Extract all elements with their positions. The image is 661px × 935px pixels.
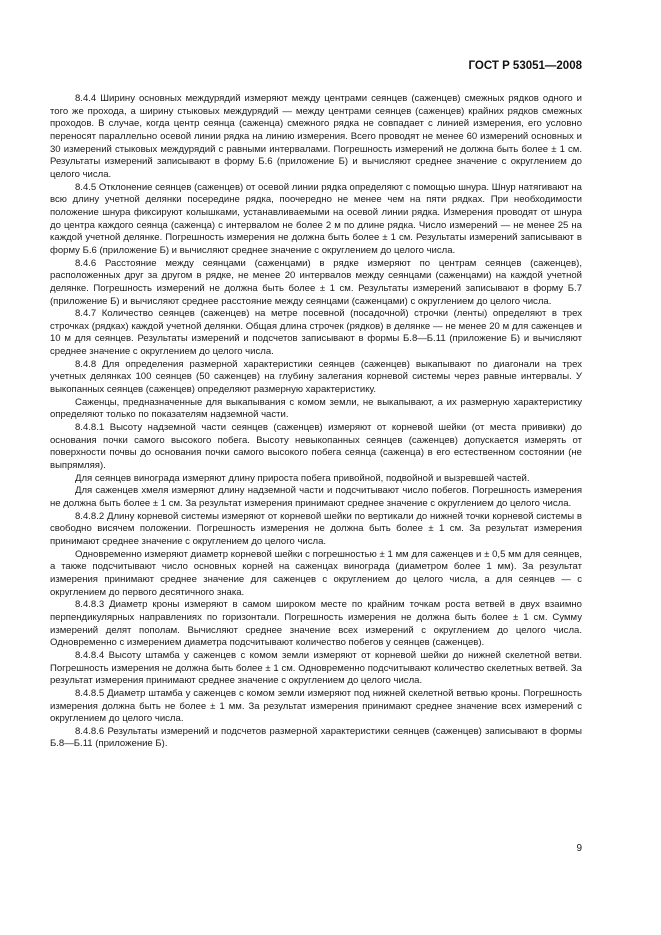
paragraph-8-4-8-note: Саженцы, предназначенные для выкапывания с комом земли, не выкапывают, а их размерную характеристику определяют только по показателям надземной части. — [50, 396, 582, 421]
paragraph-8-4-6: 8.4.6 Расстояние между сеянцами (саженцами) в рядке измеряют по центрам сеянцев (саженцев), расположенных друг за другом в рядке, не менее 20 интервалов между сеянцами (саженцами) на каждой учетной делянке. Погрешность измерений не должна быть более ± 1 см. Результаты измерений записывают в форму Б.7 (приложение Б) и вычисляют среднее расстояние между сеянцами (саженцами) с округлением до целого числа. — [50, 257, 582, 307]
paragraph-8-4-8-6: 8.4.8.6 Результаты измерений и подсчетов размерной характеристики сеянцев (саженцев) записывают в формы Б.8—Б.11 (приложение Б). — [50, 725, 582, 750]
paragraph-8-4-8-1: 8.4.8.1 Высоту надземной части сеянцев (саженцев) измеряют от корневой шейки (от места прививки) до основания почки самого высокого побега. Высоту невыкопанных сеянцев (саженцев) допускается измерять от поверхности почвы до основания почки самого высокого побега сеянца (саженца) в его естественном состоянии (не выпрямляя). — [50, 422, 582, 472]
paragraph-8-4-5: 8.4.5 Отклонение сеянцев (саженцев) от осевой линии рядка определяют с помощью шнура. Шнур натягивают на всю длину учетной делянки посередине рядка, поочередно не менее чем на пяти рядках. При необходимости положение шнура фиксируют колышками, устанавливаемыми на осевой линии рядка. Измерения проводят от шнура до центра каждого сеянца (саженца) с интервалом не более 2 м по длине рядка. Число измерений — не менее 25 на каждой учетной делянке. Погрешность измерения не должна быть более ± 1 см. Результаты измерений записывают в форму Б.6 (приложение Б) и вычисляют среднее значение с округлением до целого числа. — [50, 181, 582, 256]
paragraph-grape-seedlings: Для сеянцев винограда измеряют длину прироста побега привойной, подвойной и вызревшей частей. — [75, 472, 530, 484]
paragraph-8-4-7: 8.4.7 Количество сеянцев (саженцев) на метре посевной (посадочной) строчки (ленты) определяют в трех строчках (рядках) каждой учетной делянки. Общая длина строчек (рядков) в делянке — не менее 20 м для саженцев и 10 м для сеянцев. Результаты измерений и подсчетов записывают в формы Б.8—Б.11 (приложение Б) и вычисляют среднее значение с округлением до целого числа. — [50, 308, 582, 358]
paragraph-8-4-4: 8.4.4 Ширину основных междурядий измеряют между центрами сеянцев (саженцев) смежных рядков одного и того же прохода, а ширину стыковых междурядий — между центрами сеянцев (саженцев) крайних рядков смежных проходов. В случае, когда центр сеянца (саженца) смежного рядка не совпадает с линией измерения, его условно переносят параллельно осевой линии рядка на линию измерения. Всего проводят не менее 60 измерений основных и 30 измерений стыковых междурядий с равными интервалами. Погрешность измерений не должна быть более ± 1 см. Результаты измерений записывают в форму Б.6 (приложение Б) и вычисляют среднее значение с округлением до целого числа. — [50, 93, 582, 180]
page-number: 9 — [576, 843, 582, 854]
document-body — [50, 93, 582, 751]
paragraph-hop-seedlings: Для саженцев хмеля измеряют длину надземной части и подсчитывают число побегов. Погрешность измерения не должна быть более ± 1 см. За результат измерения принимают среднее значение с округлением до целого числа. — [50, 485, 582, 509]
paragraph-8-4-8-3: 8.4.8.3 Диаметр кроны измеряют в самом широком месте по крайним точкам роста ветвей в двух взаимно перпендикулярных направлениях по горизонтали. Погрешность измерения не должна быть более ± 1 см. Сумму измерений делят пополам. Вычисляют среднее значение всех измерений с округлением до целого числа. Одновременно с измерением диаметра подсчитывают количество побегов у сеянцев (саженцев). — [50, 599, 582, 649]
paragraph-root-collar: Одновременно измеряют диаметр корневой шейки с погрешностью ± 1 мм для саженцев и ± 0,5 мм для сеянцев, а также подсчитывают число основных корней на саженцах винограда (диаметром более 1 мм). За результат измерения принимают среднее значение для саженцев с округлением до целого числа, а для сеянцев — с округлением до первого десятичного знака. — [50, 548, 582, 598]
standard-code-header: ГОСТ Р 53051—2008 — [468, 60, 582, 72]
paragraph-8-4-8-2: 8.4.8.2 Длину корневой системы измеряют от корневой шейки по вертикали до нижней точки корневой системы в свободно висячем положении. Погрешность измерения не должна быть более ± 1 см. За результат измерения принимают среднее значение с округлением до целого числа. — [50, 510, 582, 547]
paragraph-8-4-8-4: 8.4.8.4 Высоту штамба у саженцев с комом земли измеряют от корневой шейки до нижней скелетной ветви. Погрешность измерения не должна быть более ± 1 см. Одновременно подсчитывают количество скелетных ветвей. За результат измерения принимают среднее значение с округлением до целого числа. — [50, 649, 582, 687]
paragraph-8-4-8: 8.4.8 Для определения размерной характеристики сеянцев (саженцев) выкапывают по диагонали на трех учетных делянках 100 сеянцев (50 саженцев) на глубину залегания корневой системы через равные интервалы. У выкопанных сеянцев (саженцев) определяют размерную характеристику. — [50, 358, 582, 396]
paragraph-8-4-8-5: 8.4.8.5 Диаметр штамба у саженцев с комом земли измеряют под нижней скелетной ветвью кроны. Погрешность измерения должна быть не более ± 1 мм. За результат измерения принимают среднее значение всех измерений с округлением до целого числа. — [50, 687, 582, 725]
